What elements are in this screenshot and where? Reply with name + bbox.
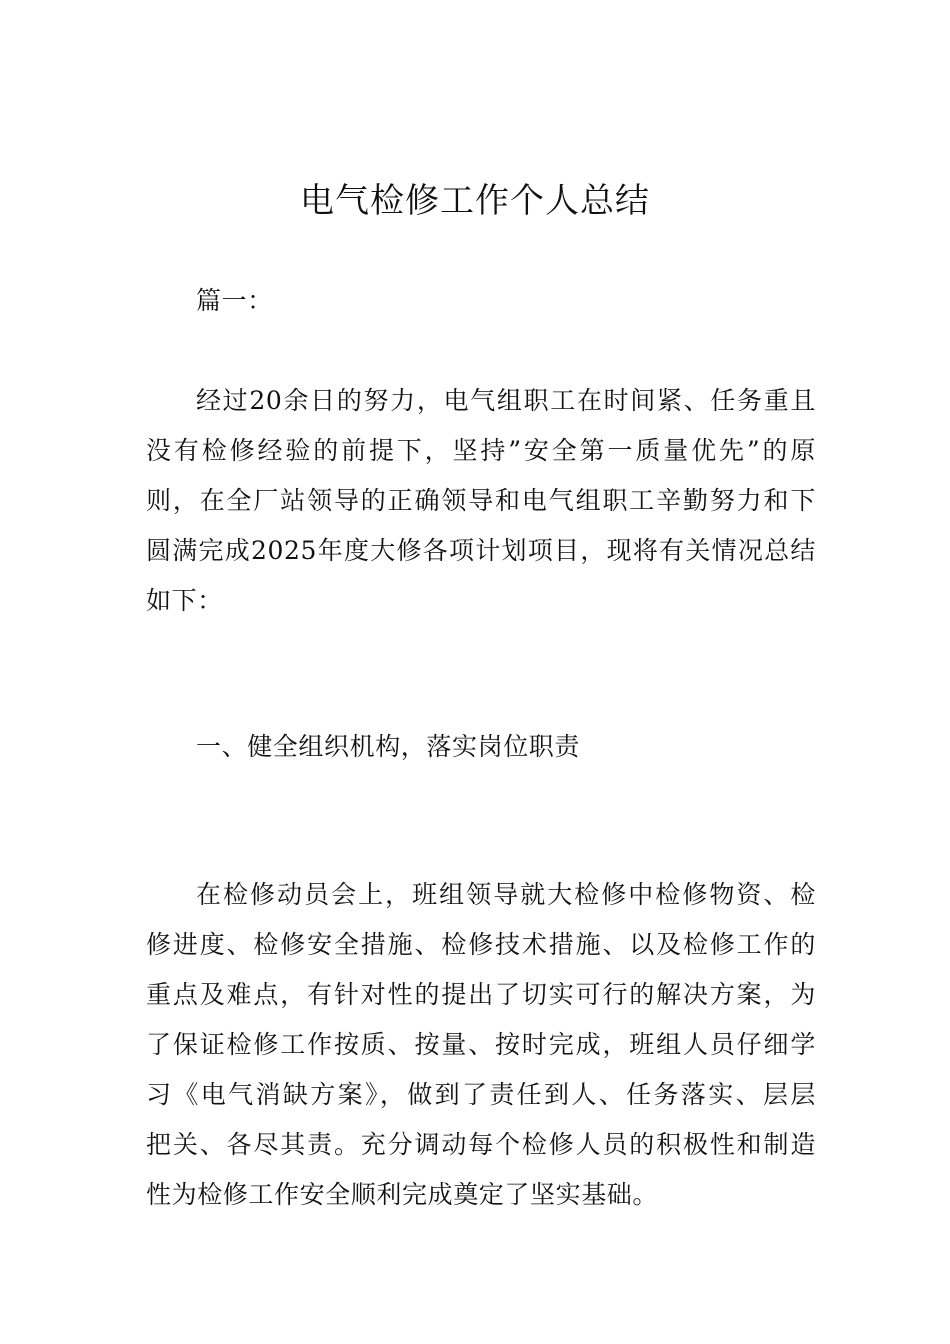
intro-line: 经过20余日的努力，电气组职工在时间紧、任务重且: [196, 386, 816, 415]
section-line: 习《电气消缺方案》，做到了责任到人、任务落实、层层: [146, 1080, 816, 1109]
section-heading: 一、健全组织机构，落实岗位职责: [196, 732, 581, 761]
intro-line: 没有检修经验的前提下，坚持”安全第一质量优先”的原: [146, 436, 816, 465]
document-title: 电气检修工作个人总结: [300, 181, 650, 221]
section-line: 性为检修工作安全顺利完成奠定了坚实基础。: [146, 1180, 659, 1209]
section-line: 了保证检修工作按质、按量、按时完成，班组人员仔细学: [146, 1030, 816, 1059]
section-line: 把关、各尽其责。充分调动每个检修人员的积极性和制造: [146, 1130, 816, 1159]
part-label: 篇一：: [196, 286, 273, 315]
section-line: 修进度、检修安全措施、检修技术措施、以及检修工作的: [146, 930, 816, 959]
intro-line: 则，在全厂站领导的正确领导和电气组职工辛勤努力和下: [146, 486, 816, 515]
intro-line: 圆满完成2025年度大修各项计划项目，现将有关情况总结: [146, 536, 816, 565]
section-line: 重点及难点，有针对性的提出了切实可行的解决方案，为: [146, 980, 816, 1009]
intro-line: 如下：: [146, 586, 223, 615]
section-line: 在检修动员会上，班组领导就大检修中检修物资、检: [196, 880, 816, 909]
